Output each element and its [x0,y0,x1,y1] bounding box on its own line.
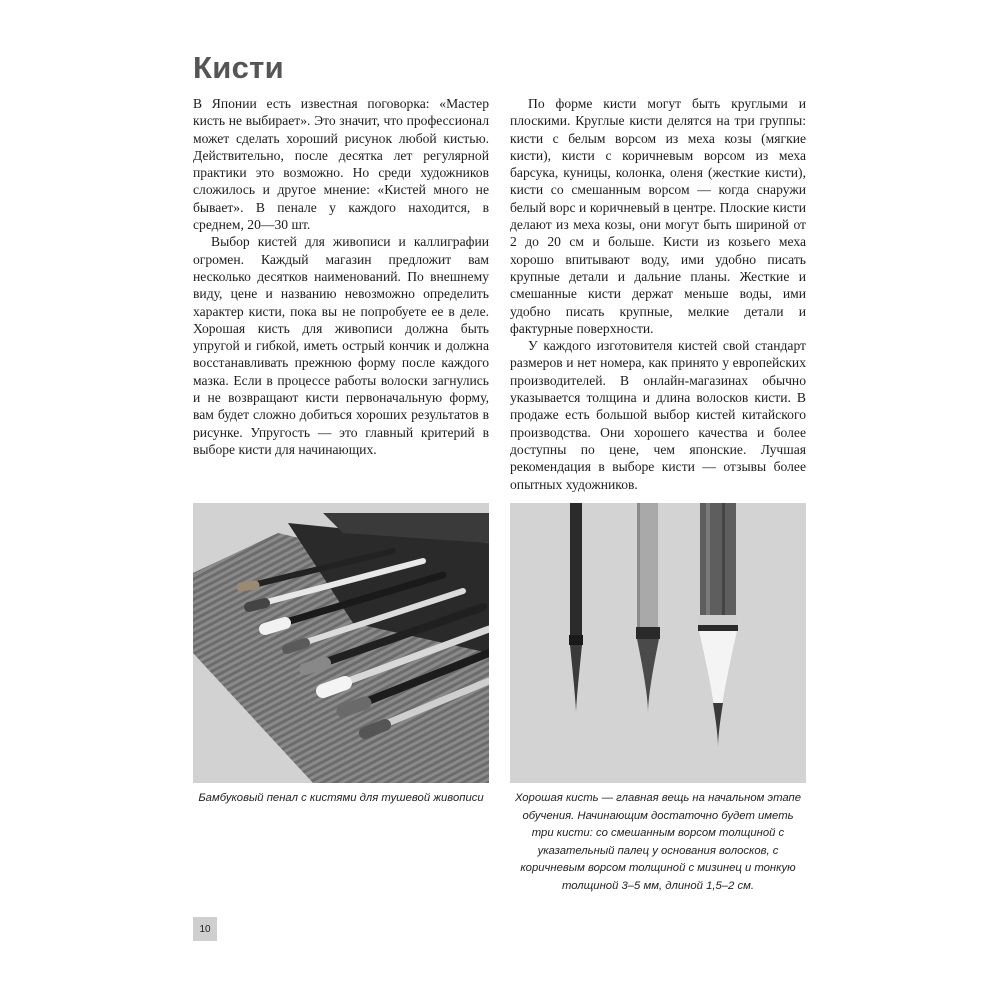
figure-caption: Бамбуковый пенал с кистями для тушевой живописи [198,792,484,804]
paragraph: Выбор кистей для живописи и каллиграфии огромен. Каждый магазин предложит вам несколько десятков наименований. По внешнему виду, цене и названию невозможно определить характер кисти, пока вы не попробуете ее в деле. Хорошая кисть для живописи должна быть упругой и гибкой, иметь острый кончик и должна восстанавливать прежнюю форму после каждого мазка. Если в процессе работы волоски загнулись и не возвращают кисти первоначальную форму, вам будет сложно добиться хороших результатов в рисунке. Упругость — это главный критерий в выборе кисти для начинающих. [193,234,489,457]
paragraph: У каждого изготовителя кистей свой стандарт размеров и нет номера, как принято у европейских производителей. В онлайн-магазинах обычно указывается толщина и длина волосков кисти. В продаже есть большой выбор кистей китайского производства. Они хорошего качества и более доступны по цене, чем японские. Лучшая рекомендация в выборе кисти — отзывы более опытных художников. [510,338,806,492]
brush-roll-illustration [193,503,489,783]
brush-roll-photo [193,503,489,783]
left-text-column [193,95,489,458]
page-title: Кисти [193,50,284,85]
page-number-badge [193,917,217,941]
three-brushes-illustration [510,503,806,783]
paragraph: В Японии есть известная поговорка: «Мастер кисть не выбирает». Это значит, что профессионал может сделать хороший рисунок любой кистью. Действительно, после десятка лет регулярной практики это возможно. Но среди художников сложилось и другое мнение: «Кистей много не бывает». В пенале у каждого находится, в среднем, 20—30 шт. [193,96,489,233]
figure-caption: Хорошая кисть — главная вещь на начальном этапе обучения. Начинающим достаточно будет иметь три кисти: со смешанным ворсом толщиной с указательный палец у основания волосков, с коричневым ворсом толщиной с мизинец и тонкую толщиной 3–5 мм, длиной 1,5–2 см. [514,792,802,892]
right-text-column [510,95,806,493]
three-brushes-photo [510,503,806,783]
page-number: 10 [199,923,211,935]
paragraph: По форме кисти могут быть круглыми и плоскими. Круглые кисти делятся на три группы: кисти с белым ворсом из меха козы (мягкие кисти), кисти с коричневым ворсом из меха барсука, куницы, колонка, оленя (жесткие кисти), кисти со смешанным ворсом — когда снаружи белый ворс и коричневый в центре. Плоские кисти делают из меха козы, они могут быть шириной от 2 до 20 см и больше. Кисти из козьего меха хорошо впитывают воду, ими удобно писать крупные детали и дальние планы. Жесткие и смешанные кисти держат меньше воды, ими удобно писать крупные, мелкие детали и фактурные поверхности. [510,96,806,336]
